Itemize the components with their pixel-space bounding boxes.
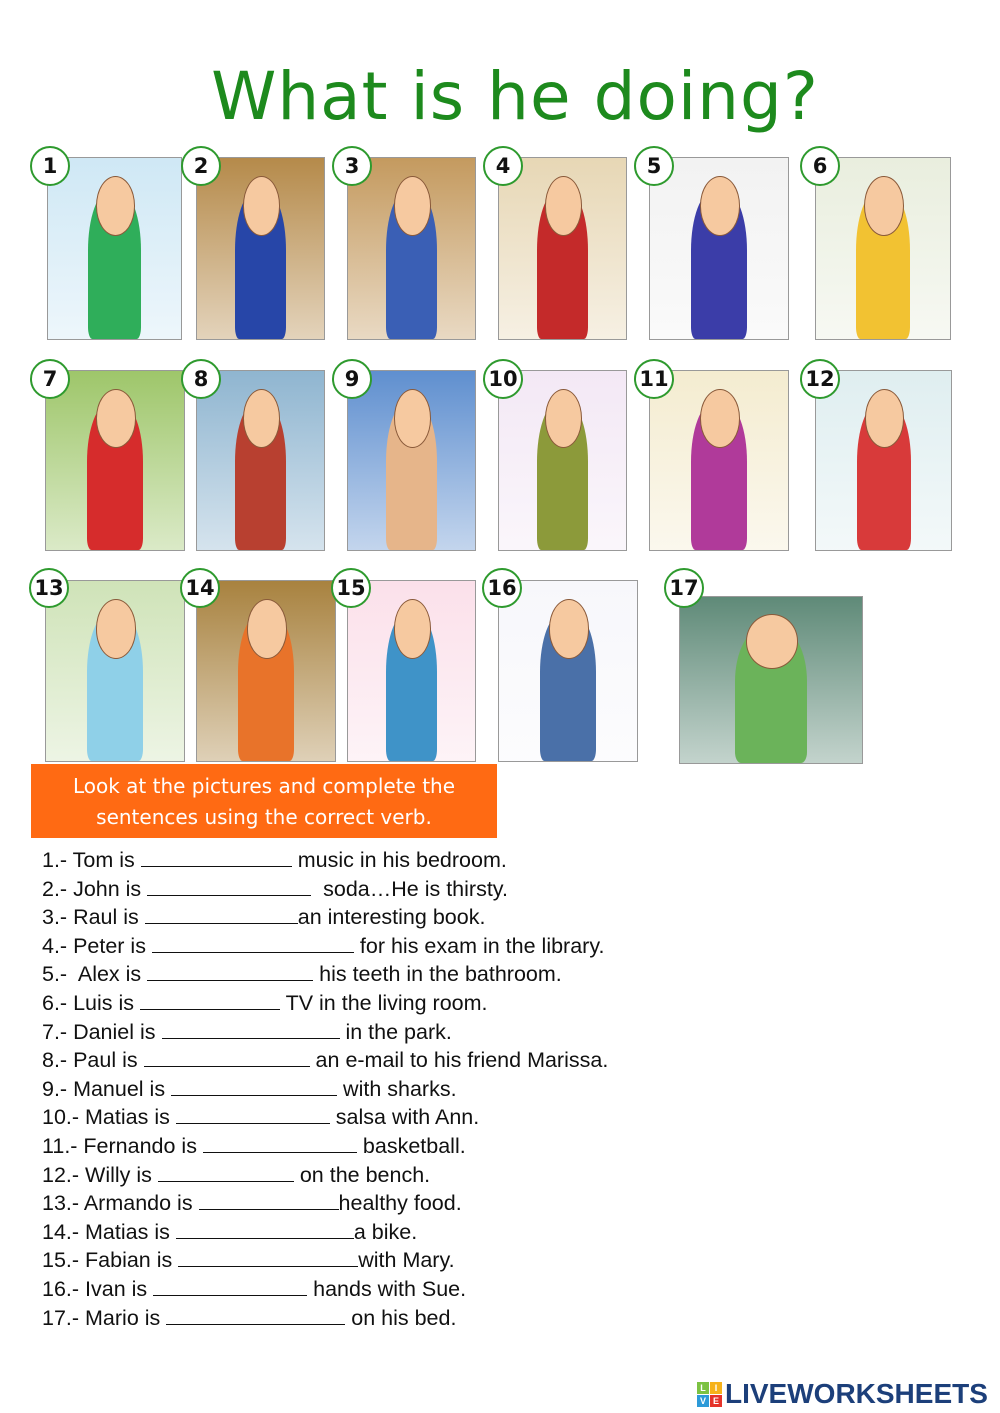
answer-blank[interactable] — [141, 846, 292, 867]
picture-number-badge: 17 — [664, 568, 704, 608]
sentence-suffix: an e-mail to his friend Marissa. — [309, 1048, 609, 1073]
sentence-suffix: on his bed. — [345, 1305, 457, 1330]
sentence-suffix: basketball. — [356, 1133, 466, 1158]
picture-number-badge: 8 — [181, 359, 221, 399]
picture-12 — [815, 370, 952, 551]
sentence-prefix: 3.- Raul is — [42, 905, 145, 930]
sentence-row — [42, 1275, 608, 1304]
person-head — [394, 389, 432, 448]
sentence-row — [42, 1218, 608, 1247]
person-head — [96, 599, 137, 659]
sentence-suffix: TV in the living room. — [279, 990, 488, 1015]
picture-7 — [45, 370, 185, 551]
person-head — [243, 389, 281, 448]
answer-blank[interactable] — [152, 932, 354, 953]
sentence-suffix: on the bench. — [293, 1162, 431, 1187]
person-head — [700, 176, 741, 236]
sentence-prefix: 9.- Manuel is — [42, 1076, 172, 1101]
person-head — [96, 176, 135, 236]
sentence-row — [42, 1161, 608, 1190]
picture-number-badge: 12 — [800, 359, 840, 399]
picture-17 — [679, 596, 863, 764]
sentence-row — [42, 1046, 608, 1075]
answer-blank[interactable] — [162, 1018, 340, 1039]
sentence-row — [42, 989, 608, 1018]
person-head — [247, 599, 288, 659]
answer-blank[interactable] — [158, 1161, 294, 1182]
sentence-row — [42, 1189, 608, 1218]
person-head — [243, 176, 281, 236]
picture-6 — [815, 157, 951, 340]
person-head — [394, 176, 432, 236]
sentence-suffix: hands with Sue. — [307, 1276, 467, 1301]
instructions-line: sentences using the correct verb. — [96, 805, 432, 829]
picture-4 — [498, 157, 627, 340]
answer-blank[interactable] — [199, 1189, 339, 1210]
picture-3 — [347, 157, 476, 340]
person-head — [549, 599, 590, 659]
sentence-prefix: 11.- Fernando is — [42, 1133, 203, 1158]
sentence-suffix: healthy food. — [338, 1191, 462, 1216]
sentence-suffix: soda…He is thirsty. — [311, 876, 508, 901]
sentence-row — [42, 875, 608, 904]
answer-blank[interactable] — [178, 1246, 358, 1267]
answer-blank[interactable] — [176, 1103, 330, 1124]
sentence-prefix: 15.- Fabian is — [42, 1248, 179, 1273]
sentence-prefix: 14.- Matias is — [42, 1219, 176, 1244]
answer-blank[interactable] — [145, 903, 298, 924]
person-head — [96, 389, 137, 448]
sentence-prefix: 17.- Mario is — [42, 1305, 167, 1330]
logo-badge-icon: L I V E — [697, 1382, 722, 1407]
worksheet-title: What is he doing? — [211, 58, 819, 135]
logo-text: LIVEWORKSHEETS — [725, 1378, 988, 1409]
person-head — [746, 614, 799, 669]
person-head — [545, 176, 583, 236]
answer-blank[interactable] — [144, 1046, 310, 1067]
answer-blank[interactable] — [171, 1075, 337, 1096]
sentence-row — [42, 1103, 608, 1132]
sentence-prefix: 10.- Matias is — [42, 1105, 176, 1130]
sentence-row — [42, 903, 608, 932]
picture-number-badge: 9 — [332, 359, 372, 399]
sentence-list — [42, 846, 608, 1332]
sentence-row — [42, 960, 608, 989]
sentence-row — [42, 1246, 608, 1275]
person-head — [545, 389, 583, 448]
picture-number-badge: 7 — [30, 359, 70, 399]
instructions-line: Look at the pictures and complete the — [72, 774, 456, 798]
person-head — [700, 389, 741, 448]
sentence-row — [42, 1018, 608, 1047]
picture-2 — [196, 157, 325, 340]
answer-blank[interactable] — [203, 1132, 357, 1153]
picture-number-badge: 11 — [634, 359, 674, 399]
sentence-suffix: salsa with Ann. — [329, 1105, 480, 1130]
picture-number-badge: 3 — [332, 146, 372, 186]
sentence-suffix: with sharks. — [337, 1076, 457, 1101]
sentence-prefix: 16.- Ivan is — [42, 1276, 154, 1301]
sentence-suffix: with Mary. — [358, 1248, 455, 1273]
answer-blank[interactable] — [166, 1304, 345, 1325]
sentence-row — [42, 1304, 608, 1333]
liveworksheets-logo — [697, 1378, 988, 1410]
answer-blank[interactable] — [153, 1275, 307, 1296]
sentence-suffix: an interesting book. — [297, 905, 486, 930]
picture-1 — [47, 157, 182, 340]
picture-13 — [45, 580, 185, 762]
sentence-prefix: 2.- John is — [42, 876, 148, 901]
picture-15 — [347, 580, 476, 762]
picture-16 — [498, 580, 638, 762]
answer-blank[interactable] — [147, 960, 313, 981]
picture-number-badge: 4 — [483, 146, 523, 186]
picture-10 — [498, 370, 627, 551]
picture-5 — [649, 157, 789, 340]
picture-11 — [649, 370, 789, 551]
instructions-box — [31, 764, 497, 838]
sentence-suffix: music in his bedroom. — [291, 848, 507, 872]
picture-number-badge: 15 — [331, 568, 371, 608]
picture-number-badge: 6 — [800, 146, 840, 186]
sentence-suffix: in the park. — [339, 1019, 452, 1044]
sentence-suffix: a bike. — [353, 1219, 418, 1244]
sentence-suffix: for his exam in the library. — [353, 933, 605, 958]
picture-number-badge: 2 — [181, 146, 221, 186]
sentence-row — [42, 846, 608, 875]
picture-number-badge: 1 — [30, 146, 70, 186]
person-head — [394, 599, 432, 659]
sentence-prefix: 4.- Peter is — [42, 933, 152, 958]
sentence-prefix: 7.- Daniel is — [42, 1019, 162, 1044]
answer-blank[interactable] — [140, 989, 280, 1010]
sentence-prefix: 5.- Alex is — [42, 962, 148, 987]
picture-14 — [196, 580, 336, 762]
picture-8 — [196, 370, 325, 551]
sentence-suffix: his teeth in the bathroom. — [313, 962, 562, 987]
sentence-row — [42, 1075, 608, 1104]
sentence-prefix: 6.- Luis is — [42, 990, 140, 1015]
picture-number-badge: 16 — [482, 568, 522, 608]
sentence-prefix: 13.- Armando is — [42, 1191, 199, 1216]
picture-number-badge: 14 — [180, 568, 220, 608]
answer-blank[interactable] — [147, 875, 311, 896]
picture-9 — [347, 370, 476, 551]
sentence-row — [42, 932, 608, 961]
person-head — [864, 176, 904, 236]
sentence-row — [42, 1132, 608, 1161]
picture-number-badge: 13 — [29, 568, 69, 608]
sentence-prefix: 1.- Tom is — [42, 848, 141, 872]
sentence-prefix: 12.- Willy is — [42, 1162, 158, 1187]
picture-number-badge: 5 — [634, 146, 674, 186]
picture-number-badge: 10 — [483, 359, 523, 399]
sentence-prefix: 8.- Paul is — [42, 1048, 144, 1073]
answer-blank[interactable] — [176, 1218, 354, 1239]
person-head — [865, 389, 905, 448]
